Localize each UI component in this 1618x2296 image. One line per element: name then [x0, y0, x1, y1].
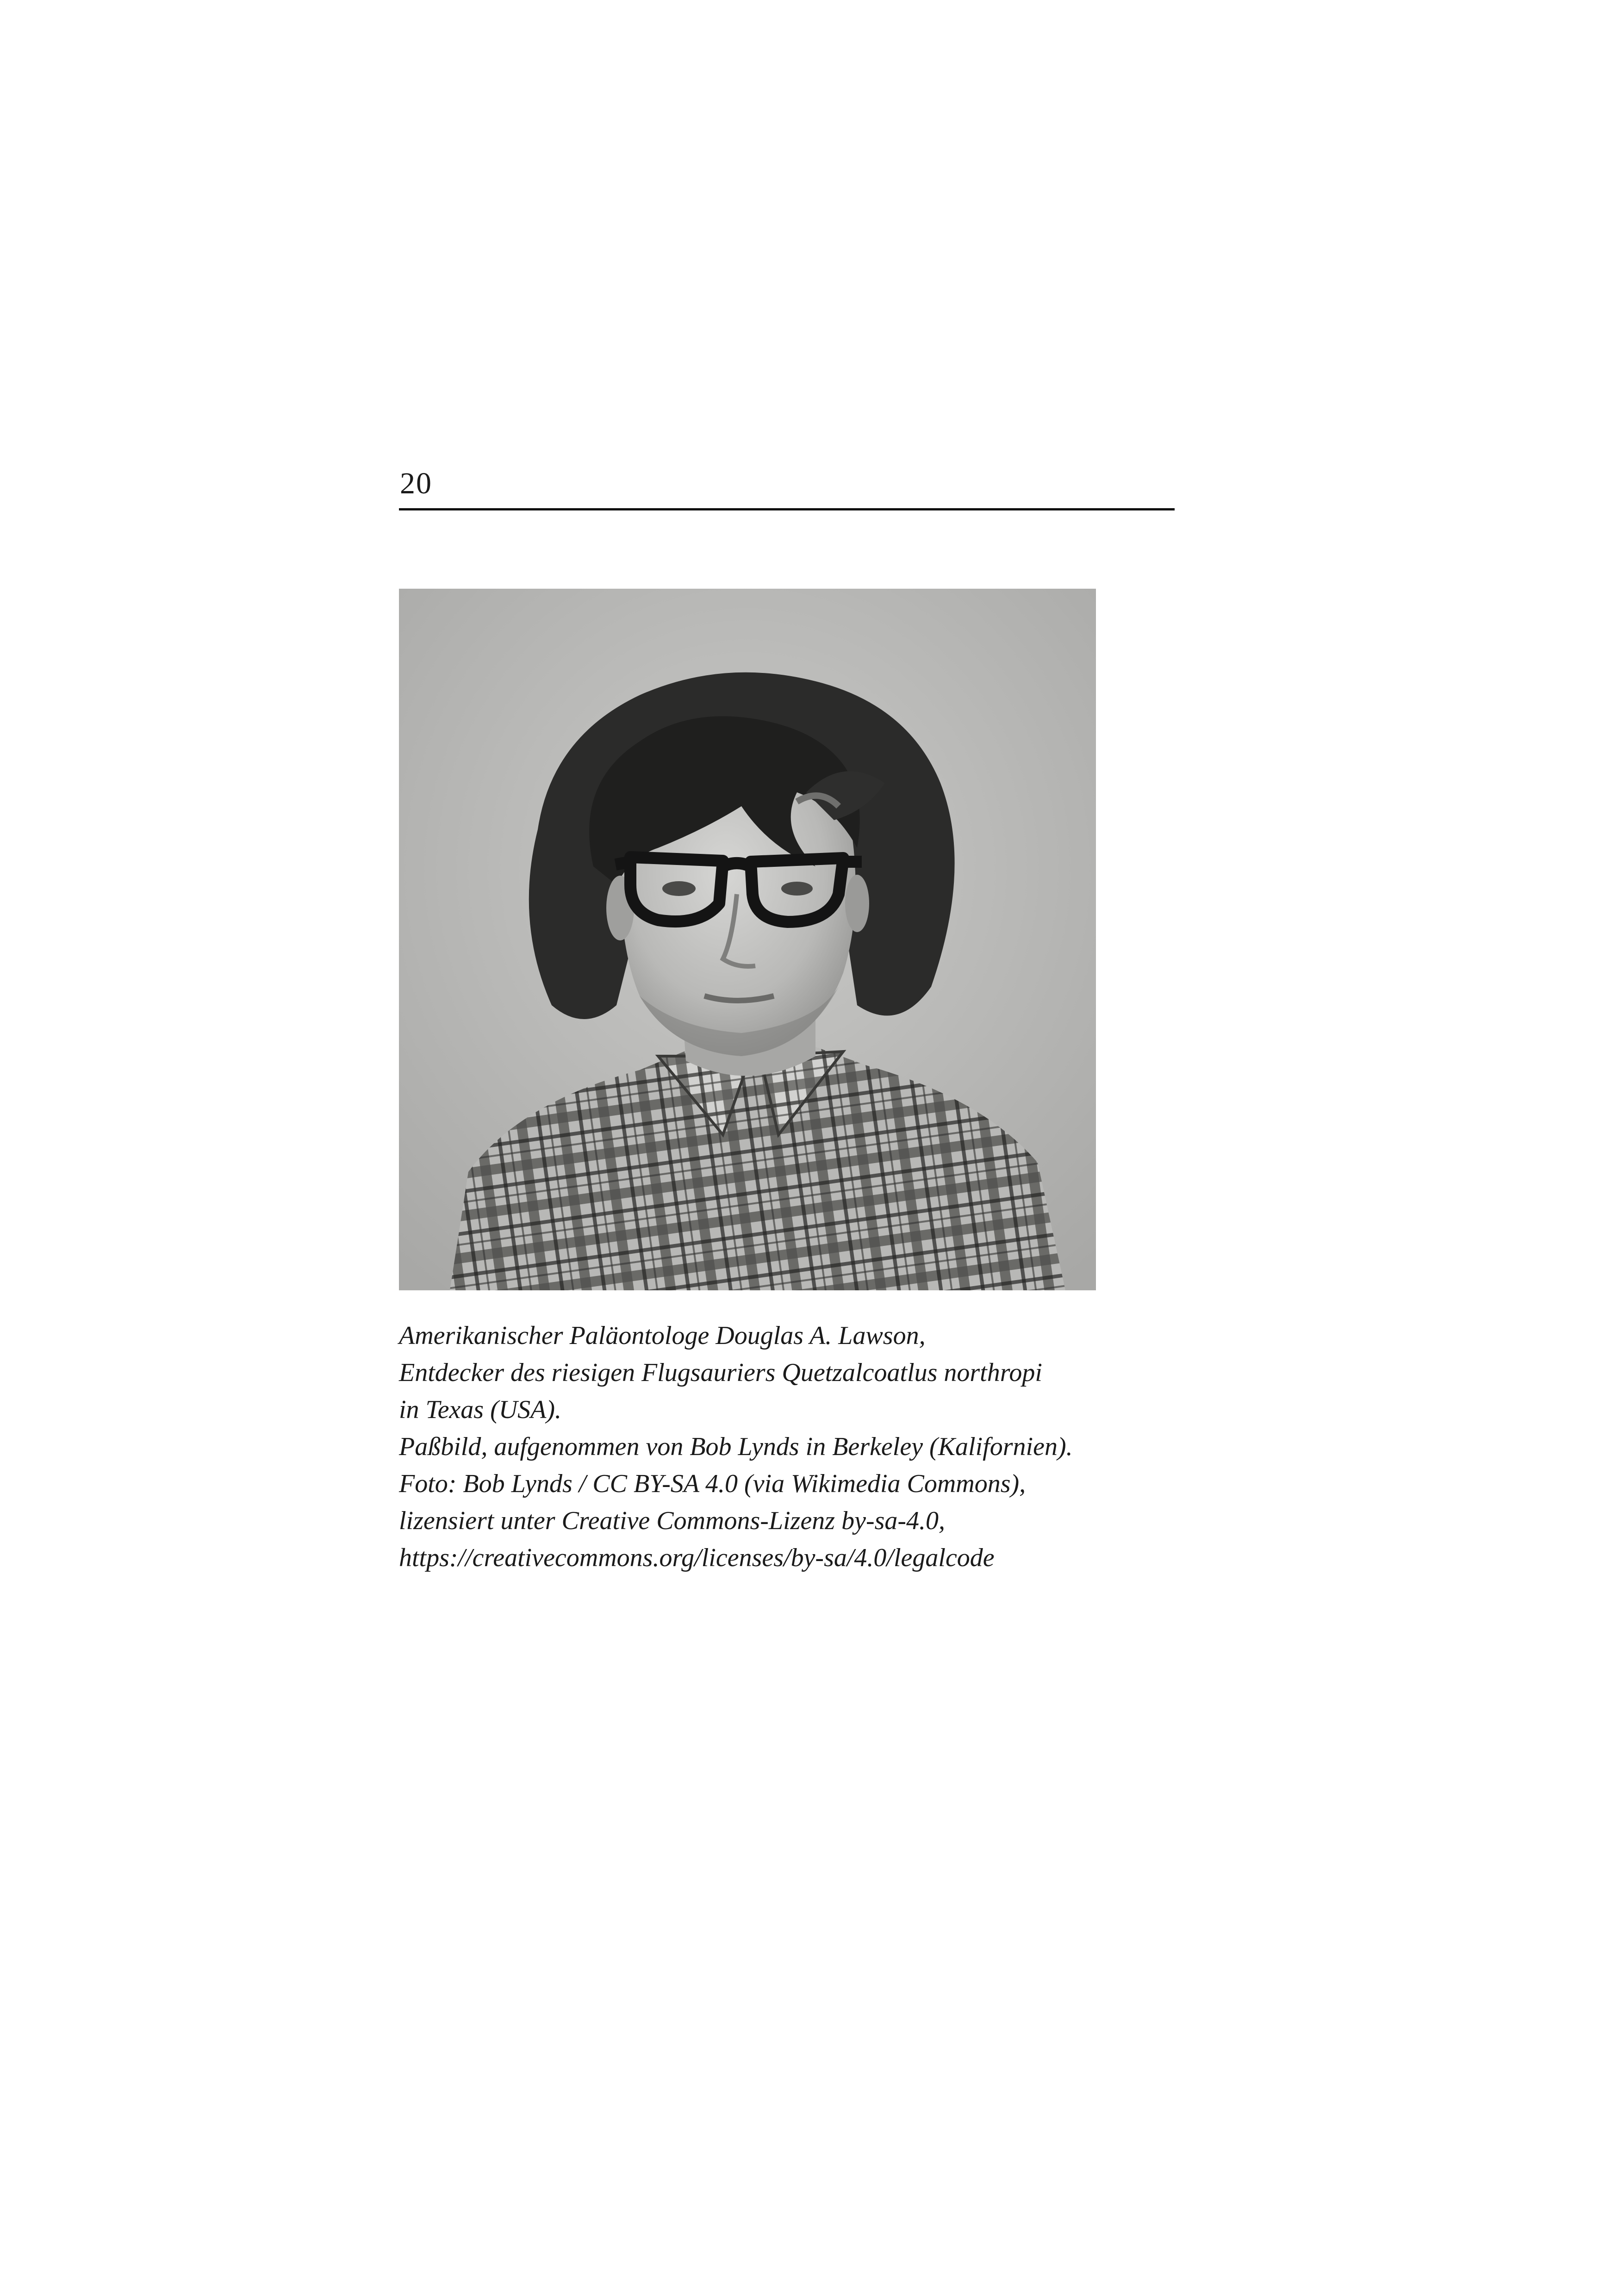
header-rule — [399, 508, 1175, 510]
caption-line: Foto: Bob Lynds / CC BY-SA 4.0 (via Wikimedia Commons), — [399, 1469, 1026, 1498]
portrait-illustration — [399, 589, 1096, 1290]
caption-line: lizensiert unter Creative Commons-Lizenz by-sa-4.0, — [399, 1506, 946, 1535]
portrait-photo — [399, 589, 1096, 1290]
caption-line: Amerikanischer Paläontologe Douglas A. Lawson, — [399, 1321, 926, 1350]
caption-link[interactable]: https://creativecommons.org/licenses/by-sa/4.0/legalcode — [399, 1543, 995, 1572]
page-number: 20 — [400, 467, 432, 500]
caption-line: Paßbild, aufgenommen von Bob Lynds in Berkeley (Kalifornien). — [399, 1432, 1073, 1461]
caption-line: in Texas (USA). — [399, 1395, 562, 1424]
caption-line: Entdecker des riesigen Flugsauriers Quetzalcoatlus northropi — [399, 1358, 1042, 1387]
page-header — [399, 463, 1175, 510]
photo-caption — [399, 1317, 1186, 1576]
